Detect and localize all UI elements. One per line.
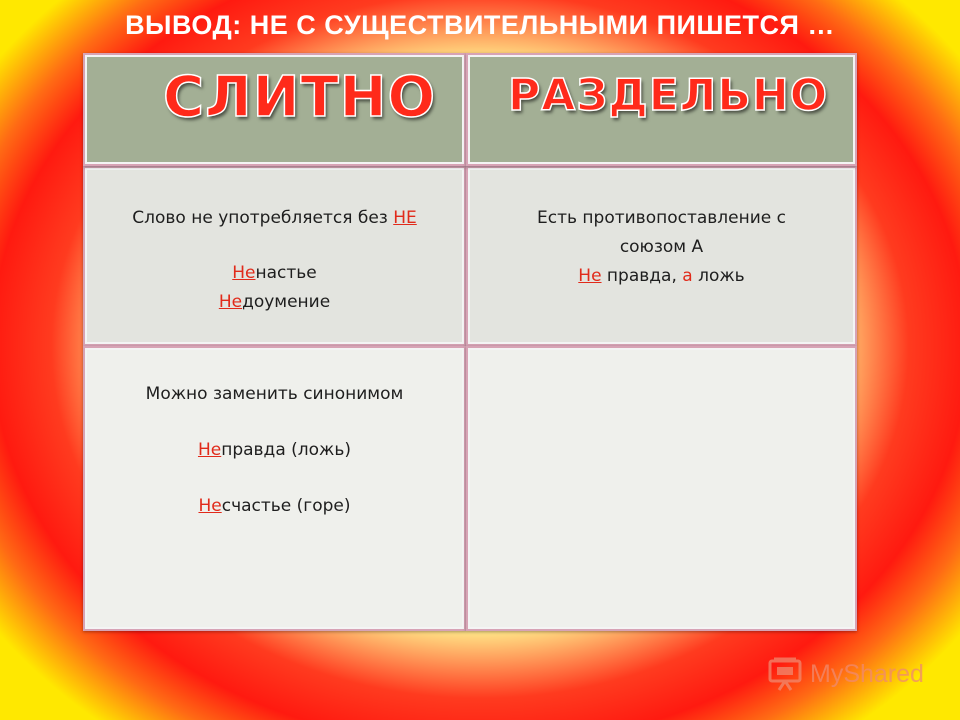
ne-prefix: Не bbox=[197, 440, 222, 460]
rule-text: Можно заменить синонимом bbox=[145, 384, 404, 404]
cell-separate-rule1 bbox=[466, 166, 857, 346]
header-separate: РАЗДЕЛЬНО bbox=[508, 70, 829, 121]
header-together: СЛИТНО bbox=[163, 65, 437, 130]
example: Несчастье (горе) bbox=[198, 496, 351, 516]
header-cell-together bbox=[83, 53, 466, 166]
example: Недоумение bbox=[218, 292, 331, 312]
presentation-board-icon bbox=[768, 657, 806, 691]
rule-text: Есть противопоставление с bbox=[537, 208, 786, 228]
ne-mark: НЕ bbox=[393, 208, 417, 228]
header-cell-separate bbox=[466, 53, 857, 166]
example: Неправда (ложь) bbox=[197, 440, 352, 460]
cell-together-rule2 bbox=[83, 346, 466, 631]
conjunction-a: а bbox=[682, 266, 693, 286]
example: Не правда, а ложь bbox=[578, 266, 745, 286]
example: Ненастье bbox=[232, 263, 317, 283]
ne-prefix: Не bbox=[218, 292, 243, 312]
ne-prefix: Не bbox=[198, 496, 222, 516]
slide-title: ВЫВОД: НЕ С СУЩЕСТВИТЕЛЬНЫМИ ПИШЕТСЯ … bbox=[125, 10, 835, 40]
rules-table bbox=[83, 53, 857, 631]
ne-prefix: Не bbox=[232, 263, 256, 283]
cell-separate-rule2-empty bbox=[466, 346, 857, 631]
watermark-text: MyShared bbox=[810, 659, 924, 688]
ne-prefix: Не bbox=[578, 266, 602, 286]
rule-text: союзом А bbox=[619, 237, 704, 257]
rule-text: Слово не употребляется без НЕ bbox=[132, 208, 417, 228]
cell-together-rule1 bbox=[83, 166, 466, 346]
watermark bbox=[768, 656, 924, 692]
